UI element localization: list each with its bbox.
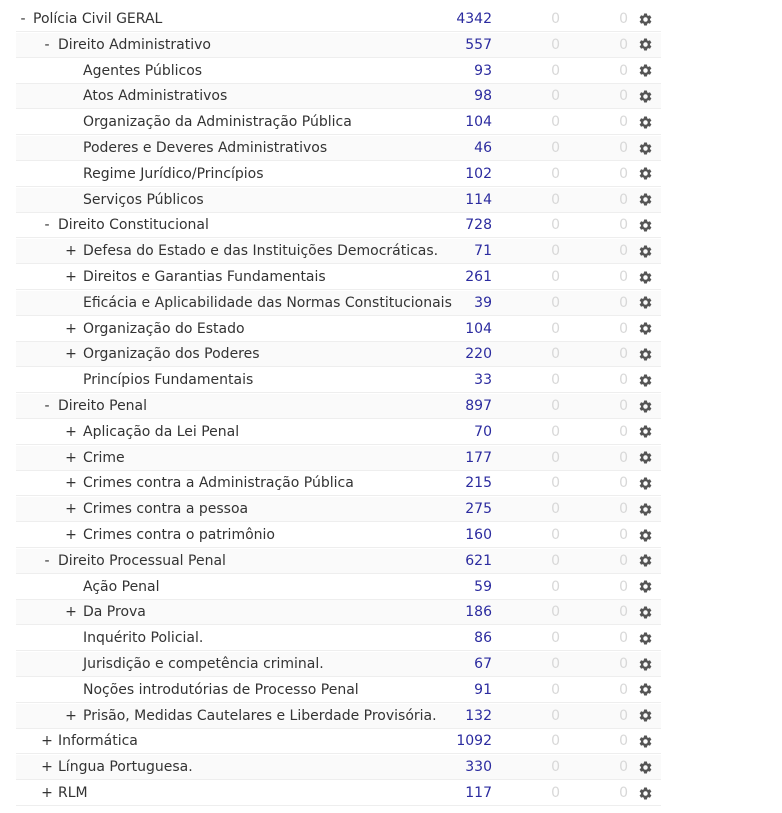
subject-label[interactable]: Prisão, Medidas Cautelares e Liberdade Provisória. — [83, 707, 437, 724]
tree-row[interactable] — [16, 265, 661, 290]
gear-icon[interactable] — [636, 446, 654, 470]
zero-count-b: 0 — [619, 217, 628, 234]
tree-row[interactable] — [16, 523, 661, 548]
subject-label[interactable]: Aplicação da Lei Penal — [83, 423, 240, 440]
zero-count-b: 0 — [619, 191, 628, 208]
zero-count-b: 0 — [619, 604, 628, 621]
toggle-placeholder — [64, 291, 78, 315]
gear-icon[interactable] — [636, 265, 654, 289]
subject-label[interactable]: Princípios Fundamentais — [83, 372, 254, 389]
zero-count-a: 0 — [551, 217, 560, 234]
subject-label[interactable]: Ação Penal — [83, 578, 160, 595]
gear-icon[interactable] — [636, 188, 654, 212]
gear-icon[interactable] — [636, 471, 654, 495]
expand-toggle[interactable]: + — [41, 785, 53, 801]
question-count[interactable]: 33 — [474, 372, 492, 389]
zero-count-b: 0 — [619, 243, 628, 260]
zero-count-b: 0 — [619, 552, 628, 569]
subject-label[interactable]: Língua Portuguesa. — [58, 759, 193, 776]
zero-count-a: 0 — [551, 423, 560, 440]
gear-icon[interactable] — [636, 291, 654, 315]
question-count[interactable]: 897 — [465, 398, 492, 414]
zero-count-b: 0 — [619, 707, 628, 724]
expand-toggle[interactable]: + — [65, 320, 77, 337]
zero-count-b: 0 — [619, 114, 628, 131]
question-count[interactable]: 275 — [465, 501, 492, 518]
zero-count-a: 0 — [551, 707, 560, 724]
subject-label[interactable]: Defesa do Estado e das Instituições Democráticas. — [83, 243, 439, 260]
zero-count-a: 0 — [551, 320, 560, 337]
subject-label[interactable]: Direito Constitucional — [58, 217, 209, 234]
subject-label[interactable]: Inquérito Policial. — [83, 630, 204, 647]
zero-count-a: 0 — [551, 578, 560, 595]
subject-label[interactable]: Noções introdutórias de Processo Penal — [83, 681, 359, 698]
toggle-placeholder — [64, 59, 78, 83]
question-count[interactable]: 160 — [465, 527, 492, 543]
zero-count-b: 0 — [619, 62, 628, 79]
question-count[interactable]: 71 — [474, 243, 492, 260]
zero-count-b: 0 — [619, 656, 628, 672]
expand-toggle[interactable]: + — [41, 733, 53, 750]
subject-label[interactable]: Organização dos Poderes — [83, 346, 260, 363]
subject-label[interactable]: Direito Administrativo — [58, 36, 211, 53]
subject-label[interactable]: Direito Penal — [58, 398, 148, 414]
question-count[interactable]: 1092 — [456, 733, 492, 750]
subject-label[interactable]: Da Prova — [83, 604, 146, 621]
tree-row[interactable] — [16, 420, 661, 445]
expand-toggle[interactable]: + — [65, 501, 77, 518]
zero-count-b: 0 — [619, 11, 628, 27]
tree-row[interactable] — [16, 239, 661, 264]
tree-row[interactable] — [16, 59, 661, 84]
tree-row[interactable] — [16, 342, 661, 367]
subject-label[interactable]: Serviços Públicos — [83, 191, 204, 208]
zero-count-b: 0 — [619, 165, 628, 182]
tree-row[interactable] — [16, 188, 661, 213]
zero-count-a: 0 — [551, 36, 560, 53]
zero-count-a: 0 — [551, 62, 560, 79]
question-count[interactable]: 98 — [474, 88, 492, 105]
subject-label[interactable]: RLM — [58, 785, 88, 801]
collapse-toggle[interactable]: - — [44, 552, 50, 569]
tree-row[interactable] — [16, 600, 661, 625]
subject-label[interactable]: Eficácia e Aplicabilidade das Normas Constitucionais — [83, 294, 452, 311]
gear-icon[interactable] — [636, 368, 654, 392]
gear-icon[interactable] — [636, 549, 654, 573]
zero-count-b: 0 — [619, 294, 628, 311]
tree-row[interactable] — [16, 781, 661, 806]
zero-count-a: 0 — [551, 630, 560, 647]
question-count[interactable]: 102 — [465, 165, 492, 182]
toggle-placeholder — [64, 162, 78, 186]
subject-label[interactable]: Poderes e Deveres Administrativos — [83, 140, 328, 156]
expand-toggle[interactable]: + — [65, 243, 77, 260]
subject-label[interactable]: Crimes contra a pessoa — [83, 501, 249, 518]
gear-icon[interactable] — [636, 497, 654, 521]
tree-row[interactable] — [16, 136, 661, 161]
tree-row[interactable] — [16, 704, 661, 729]
question-count[interactable]: 186 — [465, 604, 492, 621]
subject-label[interactable]: Agentes Públicos — [83, 62, 203, 79]
zero-count-b: 0 — [619, 449, 628, 466]
toggle-placeholder — [64, 84, 78, 108]
zero-count-a: 0 — [551, 191, 560, 208]
subject-label[interactable]: Organização da Administração Pública — [83, 114, 352, 131]
tree-row[interactable] — [16, 755, 661, 780]
gear-icon[interactable] — [636, 420, 654, 444]
zero-count-b: 0 — [619, 733, 628, 750]
tree-row[interactable] — [16, 110, 661, 135]
subject-label[interactable]: Regime Jurídico/Princípios — [83, 165, 264, 182]
zero-count-b: 0 — [619, 578, 628, 595]
gear-icon[interactable] — [636, 136, 654, 160]
tree-row[interactable] — [16, 33, 661, 58]
zero-count-a: 0 — [551, 11, 560, 27]
tree-row[interactable] — [16, 7, 661, 32]
zero-count-b: 0 — [619, 320, 628, 337]
question-count[interactable]: 117 — [465, 785, 492, 801]
subject-label[interactable]: Atos Administrativos — [83, 88, 228, 105]
zero-count-a: 0 — [551, 346, 560, 363]
question-count[interactable]: 67 — [474, 656, 492, 672]
subject-label[interactable]: Polícia Civil GERAL — [33, 11, 163, 27]
gear-icon[interactable] — [636, 678, 654, 702]
gear-icon[interactable] — [636, 600, 654, 624]
expand-toggle[interactable]: + — [65, 449, 77, 466]
question-count[interactable]: 86 — [474, 630, 492, 647]
question-count[interactable]: 621 — [465, 552, 492, 569]
toggle-placeholder — [64, 678, 78, 702]
zero-count-b: 0 — [619, 527, 628, 543]
question-count[interactable]: 261 — [465, 269, 492, 285]
tree-row[interactable] — [16, 549, 661, 574]
tree-row[interactable] — [16, 678, 661, 703]
zero-count-a: 0 — [551, 88, 560, 105]
collapse-toggle[interactable]: - — [20, 11, 26, 27]
zero-count-a: 0 — [551, 475, 560, 492]
gear-icon[interactable] — [636, 84, 654, 108]
gear-icon[interactable] — [636, 575, 654, 599]
zero-count-a: 0 — [551, 372, 560, 389]
toggle-placeholder — [64, 652, 78, 676]
zero-count-a: 0 — [551, 449, 560, 466]
zero-count-a: 0 — [551, 733, 560, 750]
gear-icon[interactable] — [636, 33, 654, 57]
gear-icon[interactable] — [636, 652, 654, 676]
tree-row[interactable] — [16, 497, 661, 522]
gear-icon[interactable] — [636, 317, 654, 341]
tree-row[interactable] — [16, 471, 661, 496]
tree-row[interactable] — [16, 729, 661, 754]
zero-count-a: 0 — [551, 398, 560, 414]
toggle-placeholder — [64, 136, 78, 160]
question-count[interactable]: 557 — [465, 36, 492, 53]
gear-icon[interactable] — [636, 523, 654, 547]
tree-row[interactable] — [16, 652, 661, 677]
subject-label[interactable]: Crimes contra a Administração Pública — [83, 475, 354, 492]
zero-count-a: 0 — [551, 294, 560, 311]
question-count[interactable]: 215 — [465, 475, 492, 492]
expand-toggle[interactable]: + — [65, 604, 77, 621]
tree-row[interactable] — [16, 626, 661, 651]
zero-count-a: 0 — [551, 243, 560, 260]
zero-count-a: 0 — [551, 552, 560, 569]
question-count[interactable]: 4342 — [456, 11, 492, 27]
question-count[interactable]: 132 — [465, 707, 492, 724]
subject-label[interactable]: Jurisdição e competência criminal. — [83, 656, 324, 672]
zero-count-b: 0 — [619, 475, 628, 492]
question-count[interactable]: 220 — [465, 346, 492, 363]
subject-label[interactable]: Direitos e Garantias Fundamentais — [83, 269, 326, 285]
toggle-placeholder — [64, 626, 78, 650]
question-count[interactable]: 114 — [465, 191, 492, 208]
gear-icon[interactable] — [636, 7, 654, 31]
zero-count-a: 0 — [551, 269, 560, 285]
zero-count-b: 0 — [619, 88, 628, 105]
gear-icon[interactable] — [636, 239, 654, 263]
zero-count-a: 0 — [551, 785, 560, 801]
zero-count-b: 0 — [619, 269, 628, 285]
gear-icon[interactable] — [636, 394, 654, 418]
subject-label[interactable]: Organização do Estado — [83, 320, 245, 337]
subject-label[interactable]: Crime — [83, 449, 125, 466]
collapse-toggle[interactable]: - — [44, 36, 50, 53]
zero-count-a: 0 — [551, 527, 560, 543]
subject-label[interactable]: Informática — [58, 733, 138, 750]
zero-count-a: 0 — [551, 759, 560, 776]
toggle-placeholder — [64, 188, 78, 212]
question-count[interactable]: 104 — [465, 320, 492, 337]
expand-toggle[interactable]: + — [65, 527, 77, 543]
collapse-toggle[interactable]: - — [44, 398, 50, 414]
question-count[interactable]: 93 — [474, 62, 492, 79]
zero-count-a: 0 — [551, 681, 560, 698]
gear-icon[interactable] — [636, 704, 654, 728]
question-count[interactable]: 70 — [474, 423, 492, 440]
zero-count-b: 0 — [619, 140, 628, 156]
expand-toggle[interactable]: + — [65, 346, 77, 363]
zero-count-a: 0 — [551, 114, 560, 131]
tree-row[interactable] — [16, 84, 661, 109]
gear-icon[interactable] — [636, 59, 654, 83]
gear-icon[interactable] — [636, 342, 654, 366]
zero-count-b: 0 — [619, 501, 628, 518]
question-count[interactable]: 59 — [474, 578, 492, 595]
question-count[interactable]: 39 — [474, 294, 492, 311]
zero-count-b: 0 — [619, 398, 628, 414]
zero-count-a: 0 — [551, 165, 560, 182]
gear-icon[interactable] — [636, 755, 654, 779]
tree-row[interactable] — [16, 213, 661, 238]
tree-row[interactable] — [16, 446, 661, 471]
tree-row[interactable] — [16, 317, 661, 342]
tree-row[interactable] — [16, 575, 661, 600]
zero-count-b: 0 — [619, 423, 628, 440]
zero-count-b: 0 — [619, 36, 628, 53]
expand-toggle[interactable]: + — [65, 475, 77, 492]
question-count[interactable]: 46 — [474, 140, 492, 156]
gear-icon[interactable] — [636, 729, 654, 753]
expand-toggle[interactable]: + — [41, 759, 53, 776]
question-count[interactable]: 177 — [465, 449, 492, 466]
tree-row[interactable] — [16, 162, 661, 187]
question-count[interactable]: 728 — [465, 217, 492, 234]
tree-row[interactable] — [16, 394, 661, 419]
gear-icon[interactable] — [636, 626, 654, 650]
gear-icon[interactable] — [636, 162, 654, 186]
gear-icon[interactable] — [636, 213, 654, 237]
expand-toggle[interactable]: + — [65, 423, 77, 440]
zero-count-a: 0 — [551, 604, 560, 621]
question-count[interactable]: 330 — [465, 759, 492, 776]
zero-count-b: 0 — [619, 346, 628, 363]
zero-count-b: 0 — [619, 372, 628, 389]
toggle-placeholder — [64, 110, 78, 134]
zero-count-a: 0 — [551, 656, 560, 672]
zero-count-b: 0 — [619, 759, 628, 776]
tree-row[interactable] — [16, 368, 661, 393]
question-count[interactable]: 91 — [474, 681, 492, 698]
zero-count-a: 0 — [551, 140, 560, 156]
zero-count-a: 0 — [551, 501, 560, 518]
expand-toggle[interactable]: + — [65, 707, 77, 724]
toggle-placeholder — [64, 368, 78, 392]
question-count[interactable]: 104 — [465, 114, 492, 131]
toggle-placeholder — [64, 575, 78, 599]
subject-label[interactable]: Direito Processual Penal — [58, 552, 226, 569]
gear-icon[interactable] — [636, 110, 654, 134]
collapse-toggle[interactable]: - — [44, 217, 50, 234]
tree-row[interactable] — [16, 291, 661, 316]
gear-icon[interactable] — [636, 781, 654, 805]
zero-count-b: 0 — [619, 630, 628, 647]
subject-label[interactable]: Crimes contra o patrimônio — [83, 527, 275, 543]
expand-toggle[interactable]: + — [65, 269, 77, 285]
zero-count-b: 0 — [619, 681, 628, 698]
zero-count-b: 0 — [619, 785, 628, 801]
